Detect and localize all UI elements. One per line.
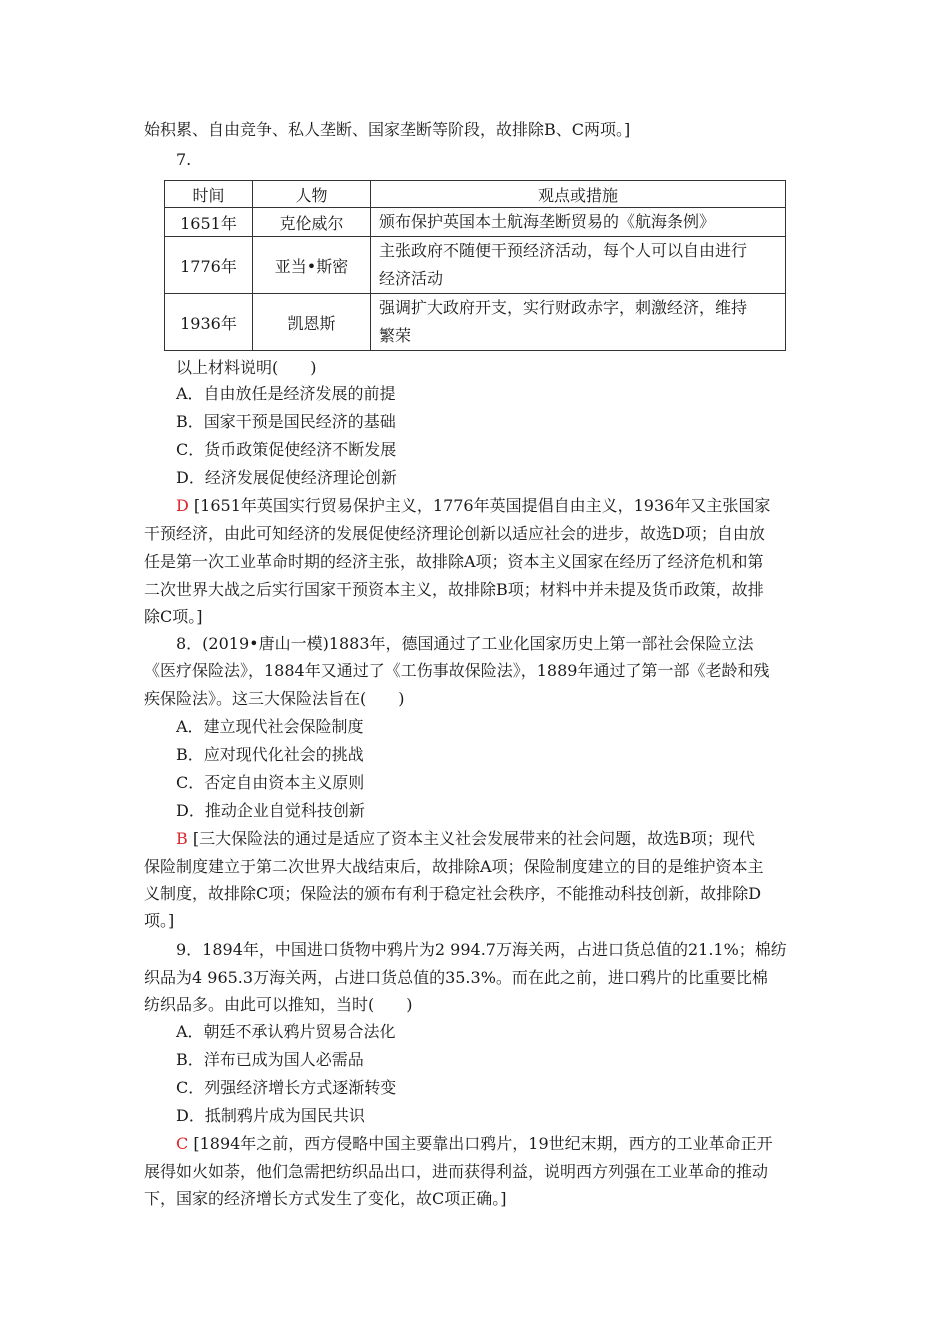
q7-explanation-first-line (176, 496, 770, 516)
q7-cell-measure (371, 208, 786, 237)
q7-explanation-line: 干预经济，由此可知经济的发展促使经济理论创新以适应社会的进步，故选D项；自由放 (144, 524, 765, 543)
q7-cell-measure-line: 主张政府不随便干预经济活动，每个人可以自由进行 (379, 241, 748, 260)
q7-cell-year: 1651年 (165, 208, 253, 237)
q8-option-b: B．应对现代化社会的挑战 (176, 745, 364, 764)
q7-header-time: 时间 (165, 181, 253, 208)
q8-option-d: D．推动企业自觉科技创新 (176, 801, 365, 820)
q8-explanation-line: 项。] (144, 911, 175, 930)
q7-option-c: C．货币政策促使经济不断发展 (176, 440, 397, 459)
q9-option-b: B．洋布已成为国人必需品 (176, 1050, 364, 1069)
q9-explanation-line: 下，国家的经济增长方式发生了变化，故C项正确。] (144, 1189, 507, 1208)
q9-explanation-line: [1894年之前，西方侵略中国主要靠出口鸦片，19世纪末期，西方的工业革命正开 (193, 1134, 773, 1153)
q7-stem: 以上材料说明( ) (176, 358, 317, 377)
q8-stem-line: 8．(2019•唐山一模)1883年，德国通过了工业化国家历史上第一部社会保险立法 (176, 634, 754, 653)
q7-cell-person: 克伦威尔 (253, 208, 371, 237)
q9-option-d: D．抵制鸦片成为国民共识 (176, 1106, 365, 1125)
q8-option-c: C．否定自由资本主义原则 (176, 773, 365, 792)
q7-answer: D (176, 496, 189, 515)
q7-option-b: B．国家干预是国民经济的基础 (176, 412, 396, 431)
q7-cell-measure-line: 经济活动 (379, 269, 444, 288)
q7-cell-measure-line: 繁荣 (379, 326, 412, 345)
q7-option-a: A．自由放任是经济发展的前提 (176, 384, 396, 403)
q7-number: 7. (176, 150, 192, 169)
q7-explanation-line: [1651年英国实行贸易保护主义，1776年英国提倡自由主义，1936年又主张国家 (193, 496, 771, 515)
q7-explanation-line: 任是第一次工业革命时期的经济主张，故排除A项；资本主义国家在经历了经济危机和第 (144, 552, 764, 571)
q7-explanation-line: 除C项。] (144, 607, 203, 626)
q7-cell-year: 1936年 (165, 294, 253, 351)
q7-cell-person: 凯恩斯 (253, 294, 371, 351)
q7-header-measure: 观点或措施 (371, 181, 786, 208)
q7-cell-measure (371, 294, 786, 351)
q8-explanation-line: 保险制度建立于第二次世界大战结束后，故排除A项；保险制度建立的目的是维护资本主 (144, 857, 764, 876)
q7-cell-measure (371, 237, 786, 294)
q7-header-person: 人物 (253, 181, 371, 208)
q7-cell-measure-line: 强调扩大政府开支，实行财政赤字，刺激经济，维持 (379, 298, 748, 317)
q7-explanation-line: 二次世界大战之后实行国家干预资本主义，故排除B项；材料中并未提及货币政策，故排 (144, 580, 764, 599)
q9-stem-line: 纺织品多。由此可以推知，当时( ) (144, 995, 413, 1014)
q8-explanation-line: 义制度，故排除C项；保险法的颁布有利于稳定社会秩序，不能推动科技创新，故排除D (144, 884, 762, 903)
q9-explanation-line: 展得如火如荼，他们急需把纺织品出口，进而获得利益，说明西方列强在工业革命的推动 (144, 1162, 769, 1181)
q9-explanation-first-line (176, 1134, 773, 1154)
q9-answer: C (176, 1134, 189, 1153)
q8-stem-line: 《医疗保险法》，1884年又通过了《工伤事故保险法》，1889年通过了第一部《老龄和残 (144, 661, 770, 680)
q8-explanation-first-line (176, 829, 755, 849)
q7-cell-year: 1776年 (165, 237, 253, 294)
q7-table (164, 180, 786, 351)
q7-cell-person: 亚当•斯密 (253, 237, 371, 294)
q8-explanation-line: [三大保险法的通过是适应了资本主义社会发展带来的社会问题，故选B项；现代 (192, 829, 755, 848)
q9-option-a: A．朝廷不承认鸦片贸易合法化 (176, 1022, 396, 1041)
q8-answer: B (176, 829, 188, 848)
q7-cell-measure-line: 颁布保护英国本土航海垄断贸易的《航海条例》 (379, 212, 716, 231)
q8-option-a: A．建立现代社会保险制度 (176, 717, 364, 736)
q9-stem-line: 织品为4 965.3万海关两，占进口货总值的35.3%。而在此之前，进口鸦片的比重要比棉 (144, 968, 768, 987)
continued-explanation-line: 始积累、自由竞争、私人垄断、国家垄断等阶段，故排除B、C两项。] (144, 120, 631, 139)
q9-option-c: C．列强经济增长方式逐渐转变 (176, 1078, 397, 1097)
q9-stem-line: 9．1894年，中国进口货物中鸦片为2 994.7万海关两，占进口货总值的21.1%；棉纺 (176, 940, 787, 959)
q7-option-d: D．经济发展促使经济理论创新 (176, 468, 397, 487)
q8-stem-line: 疾保险法》。这三大保险法旨在( ) (144, 689, 405, 708)
